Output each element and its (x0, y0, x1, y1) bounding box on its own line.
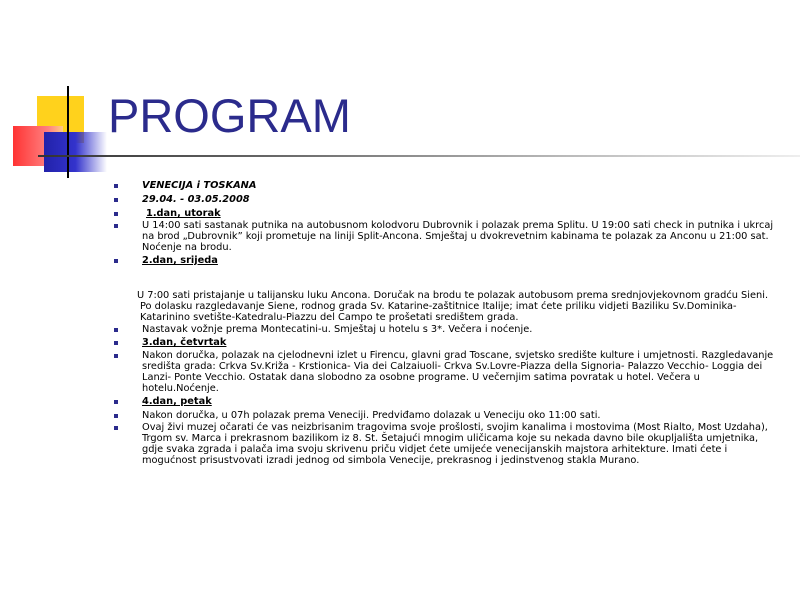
day4-heading-item (142, 396, 774, 407)
day2-text2: Nastavak vožnje prema Montecatini-u. Smještaj u hotelu s 3*. Večera i noćenje. (142, 324, 774, 335)
day2-heading: 2.dan, srijeda (142, 255, 218, 266)
day4-text2: Ovaj živi muzej očarati će vas neizbrisanim tragovima svoje prošlosti, svojim kanalima i mostovima (Most Rialto, Most Uzdaha), Trgom sv. Marca i prekrasnom bazilikom iz 8. St. Šetajući mnogim uličicama koje su nekada davno bile okupljališta umjetnika, gdje svaka zgrada i palača ima svoju skrivenu priču vidjet ćete umijeće venecijanskih majstora arhitekture. Imati ćete i mogućnost prisustvovati izradi jednog od simbola Venecije, prekrasnog i jedinstvenog stakla Murano. (142, 422, 774, 466)
day1-heading-item (142, 208, 774, 219)
day3-heading: 3.dan, četvrtak (142, 337, 227, 348)
destination-item: VENECIJA i TOSKANA (142, 180, 774, 191)
decor-vertical-line (67, 86, 69, 178)
day4-text: Nakon doručka, u 07h polazak prema Veneciji. Predviđamo dolazak u Veneciju oko 11:00 sati. (142, 410, 774, 421)
dates-item: 29.04. - 03.05.2008 (142, 194, 774, 205)
title-underline (38, 155, 800, 157)
page-title: PROGRAM (108, 89, 351, 142)
day3-heading-item (142, 337, 774, 348)
day3-text: Nakon doručka, polazak na cjelodnevni izlet u Firencu, glavni grad Toscane, svjetsko središte kulture i umjetnosti. Razgledavanje središta grada: Crkva Sv.Križa - Krstionica- Via dei Calzaiuoli- Crkva Sv.Lovre-Piazza della Signoria- Palazzo Vecchio- Loggia dei Lanzi- Ponte Vecchio. Ostatak dana slobodno za osobne programe. U večernjim satima povratak u hotel. Večera u hotelu.Noćenje. (142, 350, 774, 394)
day2-heading-item (142, 255, 774, 266)
day1-heading: 1.dan, utorak (146, 208, 221, 219)
decor-blue-square (44, 132, 107, 172)
day2-text: U 7:00 sati pristajanje u talijansku luku Ancona. Doručak na brodu te polazak autobusom prema srednjovjekovnom gradću Sieni. Po dolasku razgledavanje Siene, rodnog grada Sv. Katarine-zaštitnice Italije; imat ćete priliku vidjeti Baziliku Sv.Dominika-Katarinino svetište-Katedralu-Piazzu del Campo te prošetati središtem grada. (137, 290, 769, 323)
day1-text: U 14:00 sati sastanak putnika na autobusnom kolodvoru Dubrovnik i polazak prema Splitu. U 19:00 sati check in putnika i ukrcaj na brod „Dubrovnik” koji prometuje na liniji Split-Ancona. Smještaj u dvokrevetnim kabinama te polazak za Anconu u 21:00 sat. Noćenje na brodu. (142, 220, 774, 253)
day4-heading: 4.dan, petak (142, 396, 212, 407)
